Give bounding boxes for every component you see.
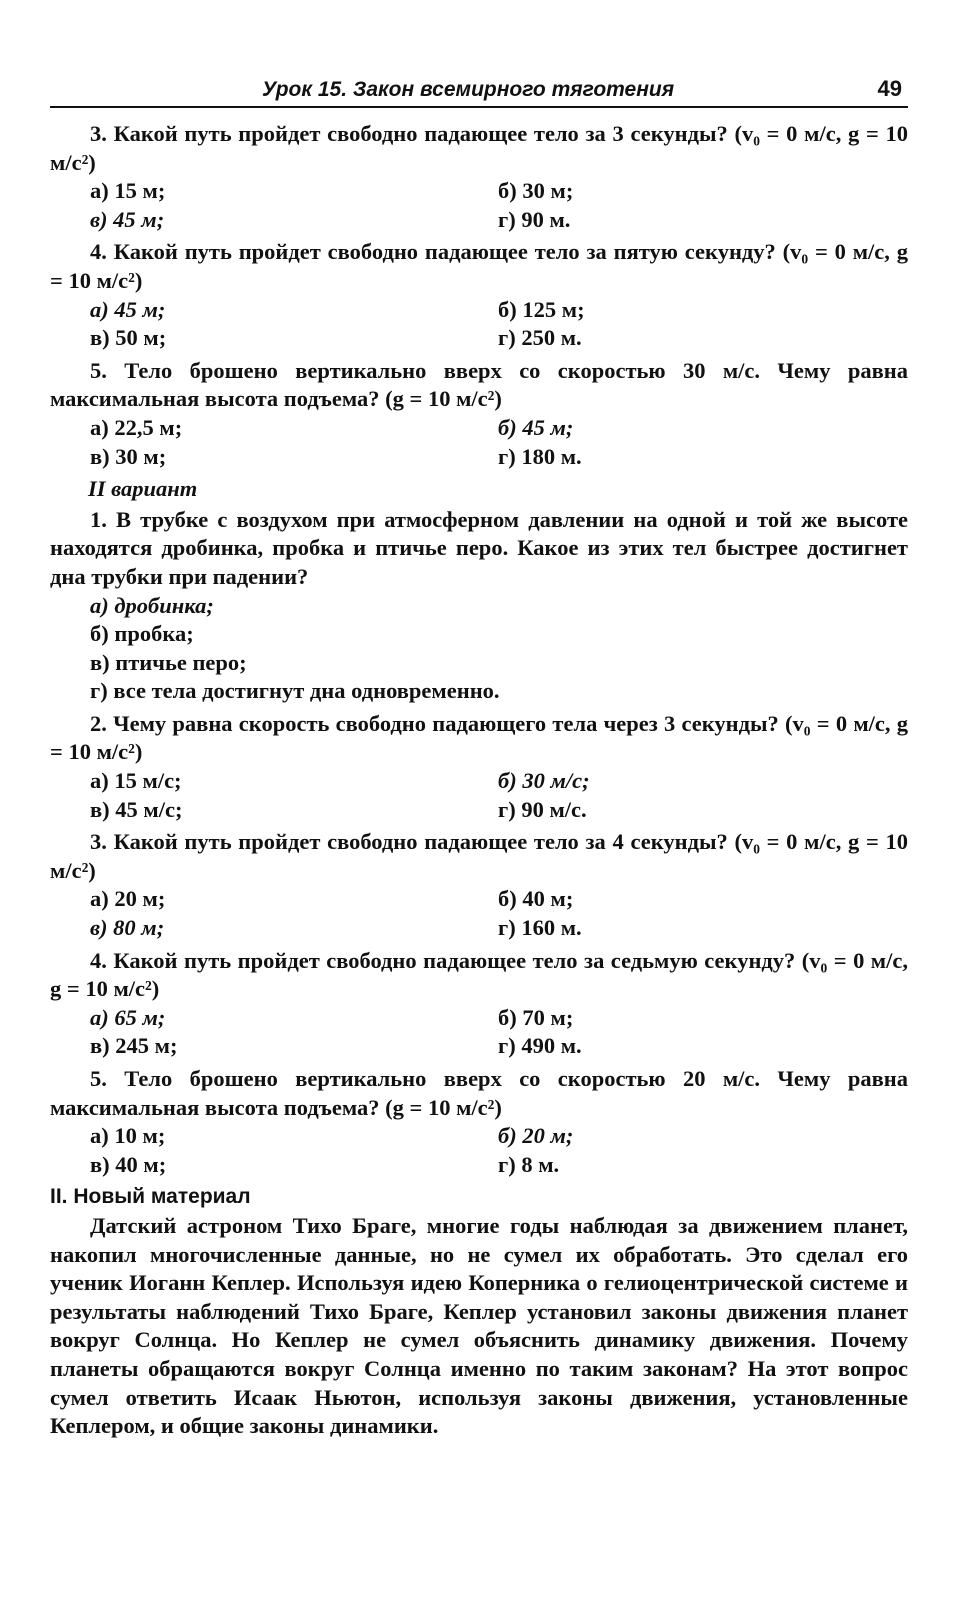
- option-d: г) 8 м.: [498, 1151, 560, 1177]
- option-c: в) 245 м;: [90, 1033, 178, 1059]
- question-text: 5. Тело брошено вертикально вверх со скоростью 30 м/с. Чему равна максимальная высота подъема? (g = 10 м/с²): [50, 357, 908, 412]
- question-text: 2. Чему равна скорость свободно падающего тела через 3 секунды? (v₀ = 0 м/с, g = 10 м/с²): [50, 710, 908, 765]
- answer-options: [50, 1122, 908, 1179]
- question-text: 1. В трубке с воздухом при атмосферном давлении на одной и той же высоте находятся дробинка, пробка и птичье перо. Какое из этих тел быстрее достигнет дна трубки при падении?: [50, 506, 908, 589]
- option-c: в) 40 м;: [90, 1151, 167, 1177]
- question-text: 3. Какой путь пройдет свободно падающее тело за 3 секунды? (v₀ = 0 м/с, g = 10 м/с²): [50, 121, 908, 175]
- option-b: б) пробка;: [90, 621, 194, 647]
- question-text: 3. Какой путь пройдет свободно падающее тело за 4 секунды? (v₀ = 0 м/с, g = 10 м/с²): [50, 829, 908, 883]
- option-c: в) 80 м;: [90, 915, 165, 941]
- variant-heading: II вариант: [88, 476, 198, 502]
- answer-options: [50, 767, 908, 824]
- option-a: а) 15 м/с;: [90, 768, 182, 794]
- option-d: г) 90 м/с.: [498, 796, 587, 822]
- option-b: б) 45 м;: [498, 414, 574, 440]
- option-d: г) 180 м.: [498, 443, 582, 469]
- option-a: а) 20 м;: [90, 886, 166, 912]
- page-content: [50, 120, 908, 1441]
- option-a: а) 65 м;: [90, 1004, 166, 1030]
- option-b: б) 40 м;: [498, 886, 574, 912]
- option-c: в) птичье перо;: [90, 649, 247, 675]
- answer-options: [50, 296, 908, 353]
- option-d: г) все тела достигнут дна одновременно.: [90, 678, 500, 704]
- option-d: г) 490 м.: [498, 1033, 582, 1059]
- option-b: б) 20 м;: [498, 1123, 574, 1149]
- option-a: а) 10 м;: [90, 1123, 166, 1149]
- option-b: б) 125 м;: [498, 296, 585, 322]
- running-header: [50, 72, 908, 108]
- option-c: в) 50 м;: [90, 325, 167, 351]
- option-b: б) 70 м;: [498, 1004, 574, 1030]
- option-c: в) 30 м;: [90, 443, 167, 469]
- page-number: 49: [877, 76, 902, 101]
- question-text: 4. Какой путь пройдет свободно падающее тело за седьмую секунду? (v₀ = 0 м/с, g = 10 м/с²): [50, 947, 908, 1002]
- answer-options: [50, 592, 908, 706]
- answer-options: [50, 1004, 908, 1061]
- option-a: а) 45 м;: [90, 296, 166, 322]
- option-a: а) дробинка;: [90, 592, 214, 618]
- option-b: б) 30 м;: [498, 178, 574, 204]
- option-c: в) 45 м;: [90, 206, 165, 232]
- question-text: 5. Тело брошено вертикально вверх со скоростью 20 м/с. Чему равна максимальная высота подъема? (g = 10 м/с²): [50, 1066, 908, 1120]
- header-title: Урок 15. Закон всемирного тяготения: [262, 78, 675, 101]
- option-a: а) 15 м;: [90, 178, 166, 204]
- option-c: в) 45 м/с;: [90, 796, 183, 822]
- section-heading: II. Новый материал: [50, 1185, 251, 1209]
- answer-options: [50, 885, 908, 942]
- body-paragraph: Датский астроном Тихо Браге, многие годы наблюдая за движением планет, накопил многочисленные данные, но не сумел их обработать. Это сделал его ученик Иоганн Кеплер. Используя идею Коперника о гелиоцентрической системе и результаты наблюдений Тихо Браге, Кеплер установил законы движения планет вокруг Солнца. Но Кеплер не сумел объяснить динамику движения. Почему планеты обращаются вокруг Солнца именно по таким законам? На этот вопрос сумел ответить Исаак Ньютон, используя законы движения, установленные Кеплером, и общие законы динамики.: [50, 1212, 908, 1439]
- option-d: г) 90 м.: [498, 206, 571, 232]
- answer-options: [50, 414, 908, 471]
- option-b: б) 30 м/с;: [498, 768, 590, 794]
- answer-options: [50, 177, 908, 234]
- option-a: а) 22,5 м;: [90, 414, 183, 440]
- question-text: 4. Какой путь пройдет свободно падающее тело за пятую секунду? (v₀ = 0 м/с, g = 10 м/с²): [50, 239, 908, 293]
- option-d: г) 250 м.: [498, 325, 582, 351]
- option-d: г) 160 м.: [498, 915, 582, 941]
